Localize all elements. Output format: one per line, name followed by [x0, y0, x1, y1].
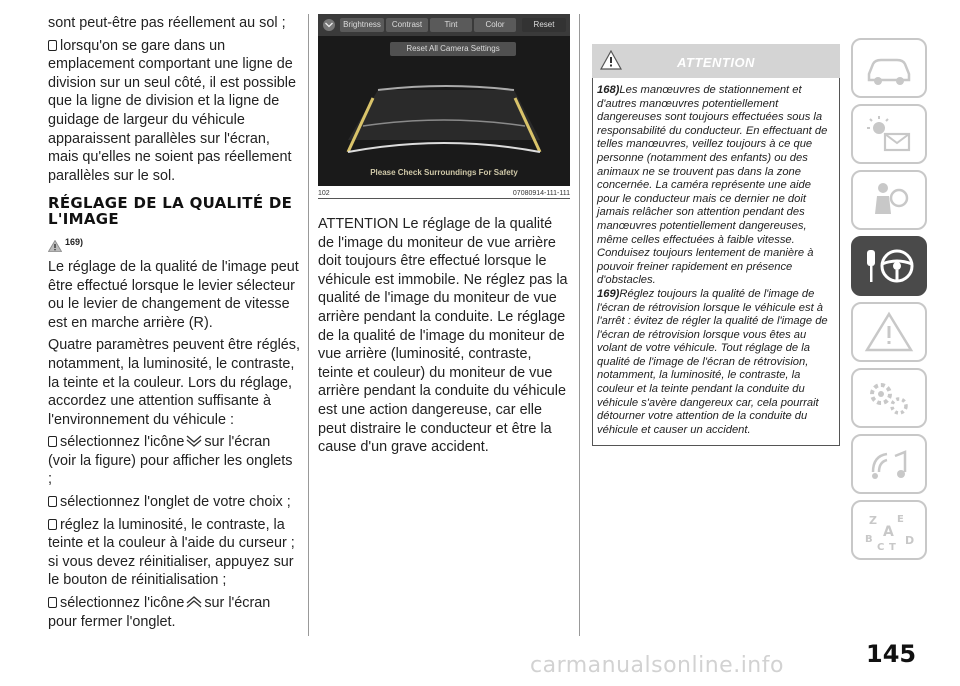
svg-text:T: T: [889, 542, 896, 552]
tab-airbag[interactable]: [851, 170, 927, 230]
warning-triangle-icon: [48, 240, 62, 252]
bullet-4-text-b: sur l'écran pour fermer l'onglet.: [48, 595, 271, 630]
warning-lights-icon: [859, 112, 919, 156]
intro-text-2: lorsqu'on se gare dans un emplacement comportant une ligne de division sur un seul côté, il est possible que la ligne de division et la ligne de guidage de largeur du véhicule apparaissent parallèles sur l'écran, mais qu'elles ne soient pas réellement parallèles sur le sol.: [48, 37, 296, 184]
intro-bullet: [48, 37, 300, 186]
section-heading: RÉGLAGE DE LA QUALITÉ DE L'IMAGE: [48, 194, 293, 229]
bullet-close: [48, 594, 300, 631]
maintenance-gears-icon: [859, 376, 919, 420]
contrast-tab[interactable]: Contrast: [386, 18, 428, 32]
reset-all-button[interactable]: Reset All Camera Settings: [390, 42, 516, 56]
bullet-3-text: réglez la luminosité, le contraste, la teinte et la couleur à l'aide du curseur ; si vous devez réinitialiser, appuyez sur le bouton de réinitialisation ;: [48, 516, 295, 589]
checkbox-bullet-icon: [48, 496, 57, 507]
svg-text:D: D: [905, 534, 915, 547]
attention-item-number: 168): [597, 84, 620, 96]
watermark: [300, 650, 960, 686]
column-divider-1: [308, 14, 309, 636]
attention-item-number: 169): [597, 287, 620, 300]
svg-text:C: C: [877, 542, 885, 552]
reset-tab[interactable]: Reset: [522, 18, 566, 32]
attention-item-text: Les manœuvres de stationnement et d'autres manœuvres potentiellement dangereuses sont toujours effectuées sous la responsabilité du conducteur. En effectuant de telles manœuvres, veillez toujours à ce que personne (notamment des enfants) ou des animaux ne se trouvent pas dans la zone concernée. La caméra représente une aide pour le conducteur mais ce dernier ne doit jamais relâcher son attention pendant des manœuvres potentiellement dangereuses, même celles effectuées à faible vitesse. Conduisez toujours lentement de manière à pouvoir freiner rapidement en présence d'obstacles.: [597, 84, 828, 287]
bullet-2-text: sélectionnez l'onglet de votre choix ;: [60, 494, 291, 511]
tab-emergency[interactable]: [851, 302, 927, 362]
checkbox-bullet-icon: [48, 40, 57, 51]
warning-reference: [48, 233, 300, 252]
bullet-select-tab: [48, 493, 300, 512]
bullet-4-text-a: sélectionnez l'icône: [60, 595, 185, 612]
tint-tab[interactable]: Tint: [430, 18, 472, 32]
page-number: 145: [866, 640, 917, 668]
tab-car[interactable]: [851, 38, 927, 98]
rear-camera-figure: [318, 14, 570, 186]
attention-paragraph: ATTENTION Le réglage de la qualité de l'image du moniteur de vue arrière doit toujours être effectué lorsque le véhicule est immobile. Ne réglez pas la qualité de l'image du moniteur de vue arrière pendant la conduite. Le réglage de la qualité de l'image du moniteur de vue arrière (luminosité, contraste, teinte et couleur) du moniteur de vue arrière pendant la conduite du véhicule est une action dangereuse, car elle peut distraire le conducteur et être la cause d'un grave accident.: [318, 216, 568, 456]
attention-item-text: Réglez toujours la qualité de l'image de l'écran de rétrovision lorsque le véhicule est à l'arrêt : évitez de régler la qualité de l'image de l'écran de rétrovision lorsque vous êtes au volant de votre véhicule. Tout réglage de la qualité de l'image de l'écran de rétrovision, notamment, la luminosité, le contraste, la couleur et la teinte pendant la conduite du véhicule s'avère dangereux car, cela pourrait détourner votre attention de la conduite du véhicule et causer un accident.: [597, 287, 828, 436]
multimedia-icon: [859, 442, 919, 486]
checkbox-bullet-icon: [48, 597, 57, 608]
column-divider-2: [579, 14, 580, 636]
intro-text-1: sont peut-être pas réellement au sol ;: [48, 15, 286, 31]
index-letters-icon: [859, 508, 919, 552]
column-1: [48, 14, 300, 635]
attention-header: [592, 44, 840, 78]
bullet-select-icon: [48, 433, 300, 489]
checkbox-bullet-icon: [48, 436, 57, 447]
svg-text:carmanualsonline.info: carmanualsonline.info: [530, 653, 784, 678]
svg-text:A: A: [883, 524, 894, 540]
breakdown-triangle-icon: [859, 310, 919, 354]
color-tab[interactable]: Color: [474, 18, 516, 32]
bullet-1-text-b: sur l'écran (voir la figure) pour afficher les onglets ;: [48, 434, 293, 488]
tab-multimedia[interactable]: [851, 434, 927, 494]
warning-ref-number: 169): [65, 237, 84, 248]
key-steering-wheel-icon: [859, 244, 919, 288]
bullet-adjust: [48, 516, 300, 590]
bullet-1-text-a: sélectionnez l'icône: [60, 434, 185, 451]
camera-settings-icon: [322, 18, 336, 32]
tab-index[interactable]: [851, 500, 927, 560]
figure-code: 07080914-111-111: [512, 190, 570, 197]
caption-rule: [318, 198, 570, 199]
attention-title: ATTENTION: [677, 55, 755, 70]
tab-maintenance[interactable]: [851, 368, 927, 428]
svg-text:E: E: [897, 514, 904, 525]
chapter-sidebar: [851, 38, 927, 566]
attention-item-168: [597, 84, 835, 288]
tab-warning-lights[interactable]: [851, 104, 927, 164]
parking-guide-lines: [318, 60, 570, 170]
column-2: [318, 14, 570, 457]
attention-box: [592, 44, 840, 446]
svg-text:B: B: [865, 534, 873, 545]
settings-chevron-icon: [184, 434, 204, 448]
brightness-tab[interactable]: Brightness: [340, 18, 384, 32]
figure-caption: [318, 190, 570, 197]
svg-text:Z: Z: [869, 514, 877, 527]
camera-safety-message: Please Check Surroundings For Safety: [370, 168, 518, 177]
figure-number: 102: [318, 190, 330, 197]
attention-body: [592, 78, 840, 446]
close-chevron-icon: [184, 595, 204, 609]
paragraph-2: Quatre paramètres peuvent être réglés, notamment, la luminosité, le contraste, la teinte et la couleur. Lors du réglage, accordez une attention suffisante à l'environnement du véhicule :: [48, 337, 300, 428]
tab-starting-driving[interactable]: [851, 236, 927, 296]
airbag-icon: [859, 178, 919, 222]
attention-item-169: [597, 288, 835, 438]
watermark-logo: [300, 650, 960, 680]
paragraph-1: Le réglage de la qualité de l'image peut être effectué lorsque le levier sélecteur ou le levier de changement de vitesse est en marche arrière (R).: [48, 258, 299, 331]
checkbox-bullet-icon: [48, 519, 57, 530]
car-icon: [859, 46, 919, 90]
